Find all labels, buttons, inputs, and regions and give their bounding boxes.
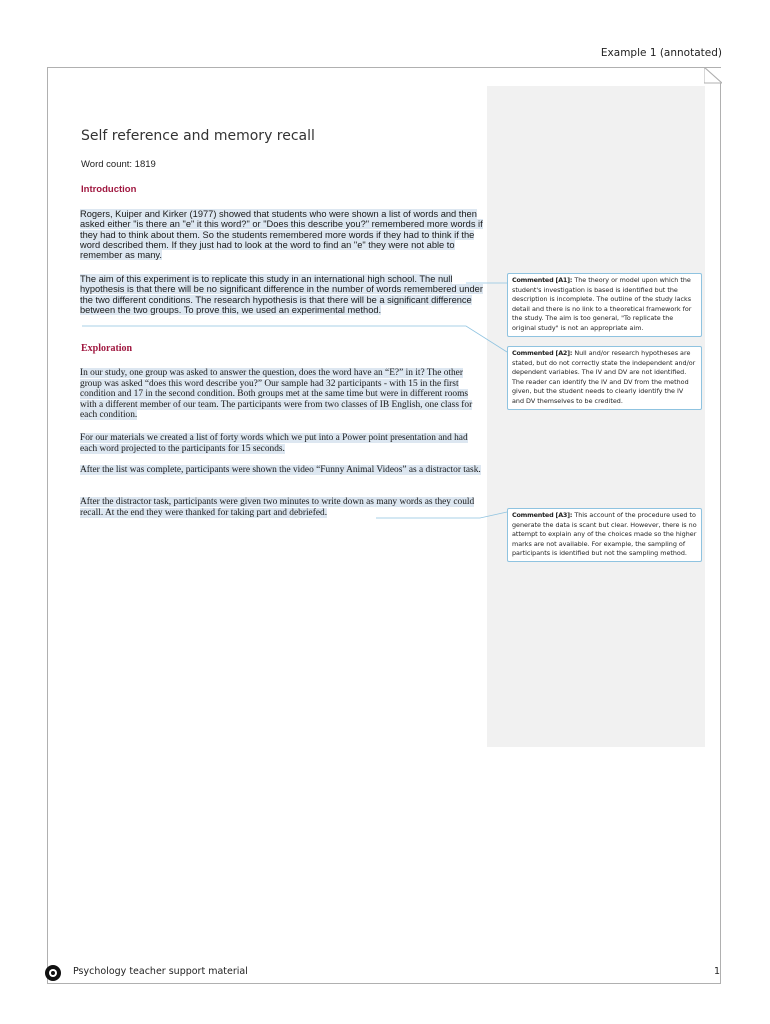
highlighted-text[interactable]: After the distractor task, participants were given two minutes to write down as many words as they could recall. At the end they were thanked for taking part and debriefed. [80, 497, 475, 518]
comment-tag: Commented [A2]: [512, 349, 573, 357]
word-count: Word count: 1819 [81, 159, 156, 170]
comment-tag: Commented [A3]: [512, 511, 573, 519]
page-fold-corner-icon [704, 67, 722, 85]
highlighted-text[interactable]: In our study, one group was asked to answer the question, does the word have an “E?” in it? The other group was asked “does this word describe you?” Our sample had 32 participants - with 15 in the first condition and 17 in the second condition. Both groups met at the same time but were in different rooms with a different member of our team. The participants were from two classes of IB English, one class for each condition. [80, 368, 473, 420]
comment-text: This account of the procedure used to generate the data is scant but clear. However, there is no attempt to explain any of the choices made so the higher marks are not available. For example, the sampling of participants is identified but not the sampling method. [512, 511, 697, 558]
paragraph-distractor [80, 465, 486, 476]
ib-logo-icon [44, 964, 62, 982]
paragraph-aim [80, 274, 486, 315]
highlighted-text[interactable]: After the list was complete, participants were shown the video “Funny Animal Videos” as a distractor task. [80, 465, 481, 475]
document-title: Self reference and memory recall [81, 128, 315, 144]
paragraph-materials [80, 433, 486, 454]
page-header-label: Example 1 (annotated) [600, 47, 722, 59]
comment-a3[interactable] [507, 508, 702, 562]
footer-text: Psychology teacher support material [73, 966, 248, 977]
comment-a1[interactable] [507, 273, 702, 337]
highlighted-text[interactable]: For our materials we created a list of forty words which we put into a Power point presentation and had each word projected to the participants for 15 seconds. [80, 433, 468, 454]
comment-text: The theory or model upon which the student's investigation is based is identified but the description is incomplete. The outline of the study lacks detail and there is no link to a theoretical framework for the study. The aim is too general, "To replicate the original study" is not an appropriate aim. [512, 276, 692, 332]
comment-a2[interactable] [507, 346, 702, 410]
page-number: 1 [713, 966, 720, 977]
page-edge [720, 83, 721, 984]
exploration-heading: Exploration [81, 343, 133, 354]
comment-text: Null and/or research hypotheses are stated, but do not correctly state the independent and/or dependent variables. The IV and DV are not identified. The reader can identify the IV and DV from the method given, but the student needs to clearly identify the IV and DV themselves to be credited. [512, 349, 696, 405]
highlighted-text[interactable]: The aim of this experiment is to replicate this study in an international high school. The null hypothesis is that there will be no significant difference in the number of words remembered under the two different conditions. The research hypothesis is that there will be a significant difference between the two groups. To prove this, we used an experimental method. [80, 274, 483, 315]
paragraph-rogers [80, 209, 486, 260]
comment-margin-panel [487, 86, 705, 747]
comment-tag: Commented [A1]: [512, 276, 573, 284]
highlighted-text[interactable]: Rogers, Kuiper and Kirker (1977) showed that students who were shown a list of words and then asked either "is there an "e" it this word?" or "Does this describe you?" remembered more words if they had to think about them. So the students remembered more words if they had to think if the word described them. If they just had to look at the word to find an "e" they were not able to remember as many. [80, 209, 483, 261]
introduction-heading: Introduction [81, 184, 137, 195]
paragraph-procedure [80, 368, 486, 421]
paragraph-recall [80, 497, 486, 518]
